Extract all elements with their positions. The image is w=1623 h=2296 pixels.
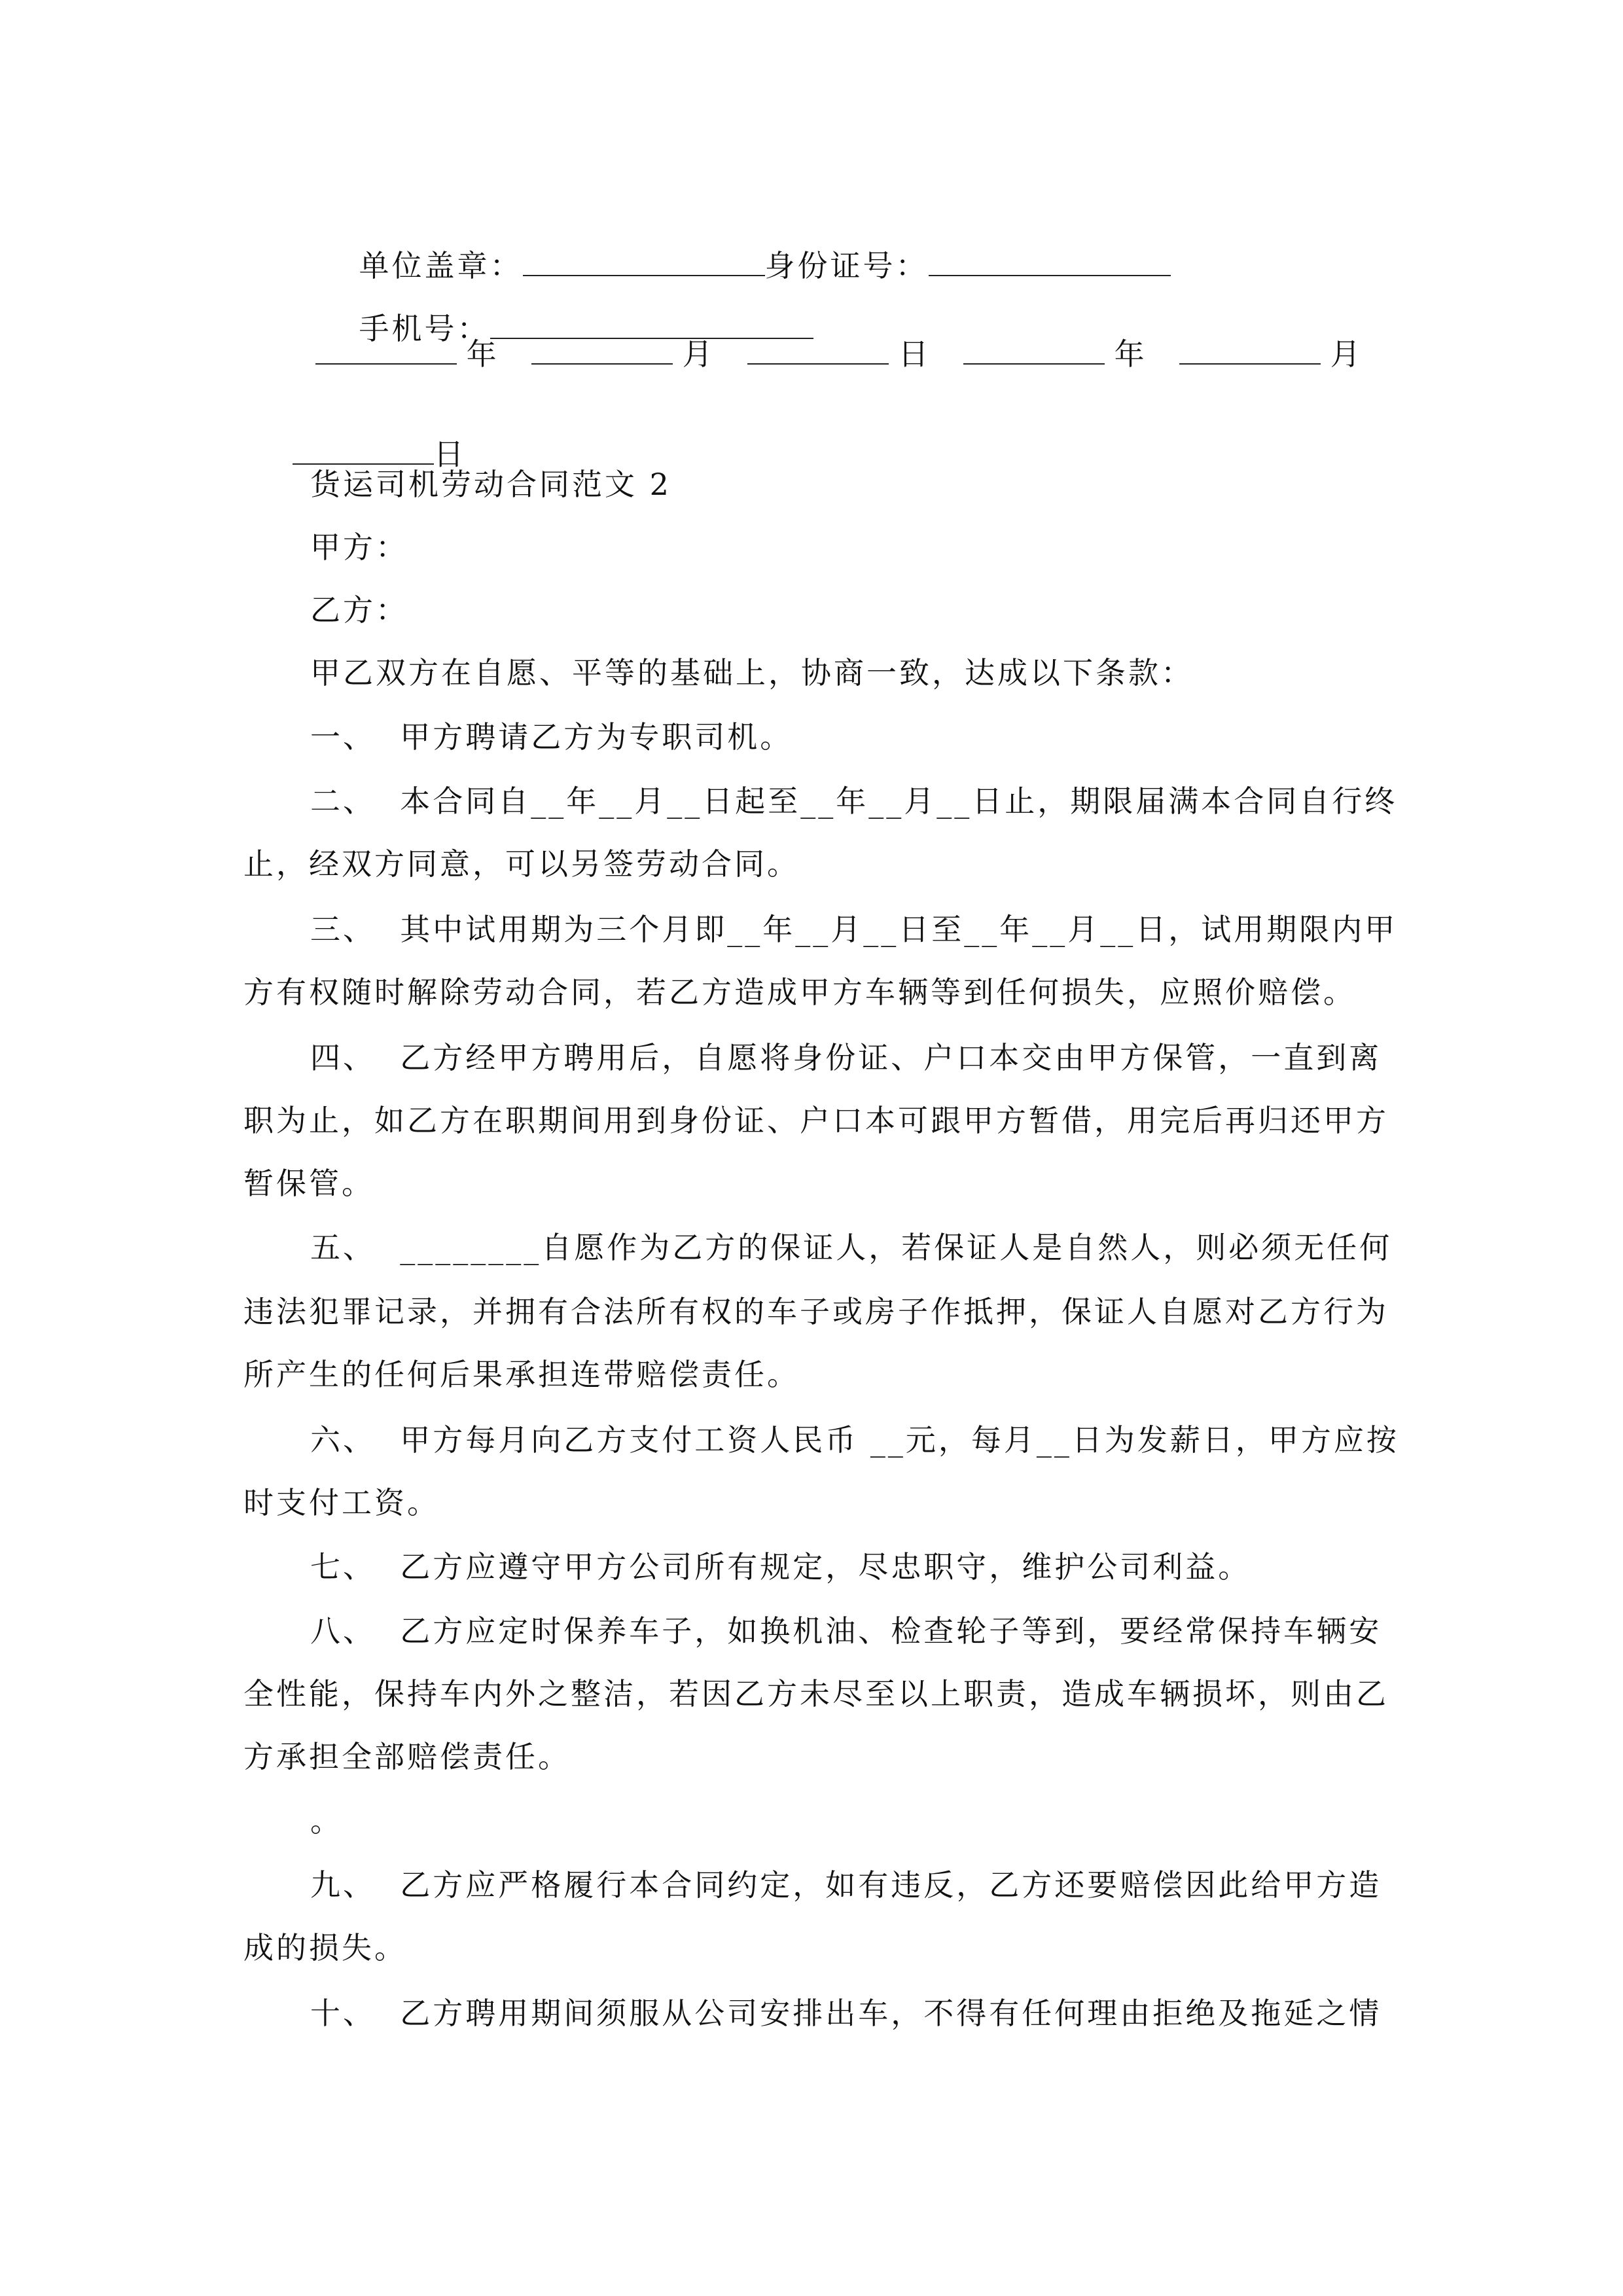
date-blank (1179, 338, 1321, 365)
date-day-1 (747, 336, 929, 372)
clause-9-line-1: 九、 乙方应严格履行本合同约定，如有违反，乙方还要赔偿因此给甲方造 (310, 1867, 1382, 1903)
clause-7: 七、 乙方应遵守甲方公司所有规定，尽忠职守，维护公司利益。 (310, 1549, 1251, 1585)
clause-3-line-2: 方有权随时解除劳动合同，若乙方造成甲方车辆等到任何损失，应照价赔偿。 (243, 975, 1356, 1010)
clause-8-line-3: 方承担全部赔偿责任。 (243, 1739, 571, 1774)
month-unit: 月 (1330, 336, 1361, 372)
year-unit: 年 (466, 336, 497, 372)
clause-4-line-3: 暂保管。 (243, 1166, 374, 1201)
clause-5-line-3: 所产生的任何后果承担连带赔偿责任。 (243, 1357, 800, 1392)
date-month-1 (531, 336, 713, 372)
intro-paragraph: 甲乙双方在自愿、平等的基础上，协商一致，达成以下条款： (310, 655, 1194, 691)
date-blank (315, 338, 457, 365)
clause-4-line-1: 四、 乙方经甲方聘用后，自愿将身份证、户口本交由甲方保管，一直到离 (310, 1040, 1382, 1075)
clause-9-line-2: 成的损失。 (243, 1930, 407, 1965)
date-year-1 (315, 336, 497, 372)
id-number-blank (929, 250, 1171, 276)
id-number-label: 身份证号： (764, 248, 929, 283)
clause-8-line-1: 八、 乙方应定时保养车子，如换机油、检查轮子等到，要经常保持车辆安 (310, 1613, 1382, 1649)
date-blank (963, 338, 1105, 365)
unit-seal-label: 单位盖章： (359, 248, 523, 283)
stray-mark: 。 (310, 1803, 343, 1839)
clause-6-line-2: 时支付工资。 (243, 1485, 440, 1520)
date-row (315, 336, 1370, 372)
clause-2-line-1: 二、 本合同自__年__月__日起至__年__月__日止，期限届满本合同自行终 (310, 783, 1398, 819)
clause-3-line-1: 三、 其中试用期为三个月即__年__月__日至__年__月__日，试用期限内甲 (310, 912, 1398, 947)
date-year-2 (963, 336, 1145, 372)
party-b-label: 乙方： (310, 592, 408, 628)
clause-1: 一、 甲方聘请乙方为专职司机。 (310, 719, 793, 755)
clause-4-line-2: 职为止，如乙方在职期间用到身份证、户口本可跟甲方暂借，用完后再归还甲方 (243, 1103, 1389, 1138)
day-unit: 日 (898, 336, 929, 372)
party-a-label: 甲方： (310, 529, 408, 565)
date-month-2 (1179, 336, 1361, 372)
year-unit: 年 (1114, 336, 1145, 372)
clause-5-line-1: 五、 ________自愿作为乙方的保证人，若保证人是自然人，则必须无任何 (310, 1230, 1393, 1265)
clause-5-line-2: 违法犯罪记录，并拥有合法所有权的车子或房子作抵押，保证人自愿对乙方行为 (243, 1294, 1389, 1329)
date-blank (293, 439, 434, 465)
clause-2-line-2: 止，经双方同意，可以另签劳动合同。 (243, 846, 800, 882)
contract-title: 货运司机劳动合同范文 2 (310, 467, 671, 502)
clause-8-line-2: 全性能，保持车内外之整洁，若因乙方未尽至以上职责，造成车辆损坏，则由乙 (243, 1676, 1389, 1712)
unit-seal-blank (523, 250, 765, 276)
clause-6-line-1: 六、 甲方每月向乙方支付工资人民币 __元，每月__日为发薪日，甲方应按 (310, 1422, 1399, 1458)
month-unit: 月 (682, 336, 713, 372)
date-blank (531, 338, 673, 365)
phone-blank (490, 313, 813, 339)
day-unit: 日 (433, 437, 467, 472)
clause-10-line-1: 十、 乙方聘用期间须服从公司安排出车，不得有任何理由拒绝及拖延之情 (310, 1996, 1382, 2031)
phone-label: 手机号： (359, 311, 490, 346)
date-blank (747, 338, 889, 365)
